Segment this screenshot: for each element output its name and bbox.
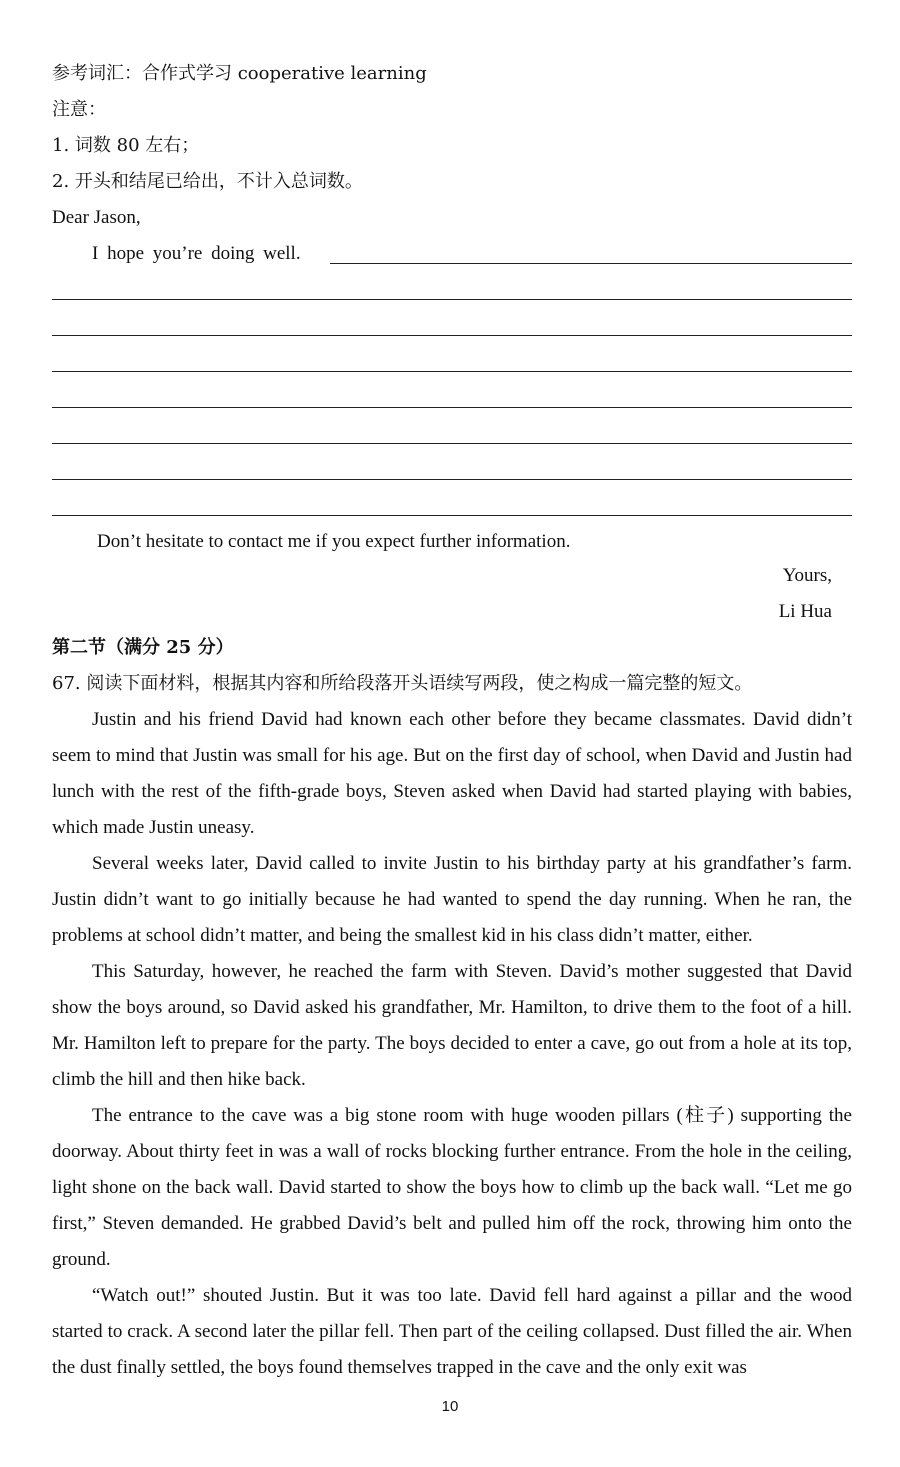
letter-greeting: Dear Jason, (52, 207, 141, 228)
story-paragraph-1: Justin and his friend David had known each other before they became classmates. David didn’t seem to mind that Justin was small for his age. But on the first day of school, when David and Justin had lunch with the rest of the fifth-grade boys, Steven asked when David had started playing with babies, which made Justin uneasy. (52, 709, 852, 838)
letter-closing: Don’t hesitate to contact me if you expect further information. (97, 531, 571, 552)
section-title: 第二节（满分 25 分） (52, 637, 234, 658)
writing-line[interactable] (52, 299, 852, 300)
letter-signoff: Yours, (782, 565, 832, 586)
vocab-line: 参考词汇：合作式学习 cooperative learning (52, 63, 427, 84)
writing-line[interactable] (52, 443, 852, 444)
note-item-2: 2. 开头和结尾已给出，不计入总词数。 (52, 171, 363, 192)
writing-line[interactable] (52, 335, 852, 336)
writing-line[interactable] (52, 515, 852, 516)
note-item-1: 1. 词数 80 左右； (52, 135, 200, 156)
story-paragraph-2: Several weeks later, David called to invite Justin to his birthday party at his grandfather’s farm. Justin didn’t want to go initially because he had wanted to spend the day running. When he ran, the problems at school didn’t matter, and being the smallest kid in his class didn’t matter, either. (52, 853, 852, 946)
note-title: 注意： (52, 99, 106, 120)
writing-line[interactable] (52, 407, 852, 408)
page-number: 10 (441, 1398, 459, 1415)
letter-signature: Li Hua (778, 601, 832, 622)
writing-line-first[interactable] (330, 263, 852, 264)
story-paragraph-3: This Saturday, however, he reached the farm with Steven. David’s mother suggested that David show the boys around, so David asked his grandfather, Mr. Hamilton, to drive them to the foot of a hill. Mr. Hamilton left to prepare for the party. The boys decided to enter a cave, go out from a hole at its top, climb the hill and then hike back. (52, 961, 852, 1090)
story-paragraph-5: “Watch out!” shouted Justin. But it was too late. David fell hard against a pillar and the wood started to crack. A second later the pillar fell. Then part of the ceiling collapsed. Dust filled the air. When the dust finally settled, the boys found themselves trapped in the cave and the only exit was (52, 1285, 852, 1378)
story-paragraph-4: The entrance to the cave was a big stone room with huge wooden pillars (柱子) supporting the doorway. About thirty feet in was a wall of rocks blocking further entrance. From the hole in the ceiling, light shone on the back wall. David started to show the boys how to climb up the back wall. “Let me go first,” Steven demanded. He grabbed David’s belt and pulled him off the rock, throwing him onto the ground. (52, 1105, 852, 1270)
question-prompt: 67. 阅读下面材料，根据其内容和所给段落开头语续写两段，使之构成一篇完整的短文。 (52, 673, 753, 694)
writing-line[interactable] (52, 371, 852, 372)
writing-line[interactable] (52, 479, 852, 480)
letter-opening: I hope you’re doing well. (92, 243, 301, 264)
